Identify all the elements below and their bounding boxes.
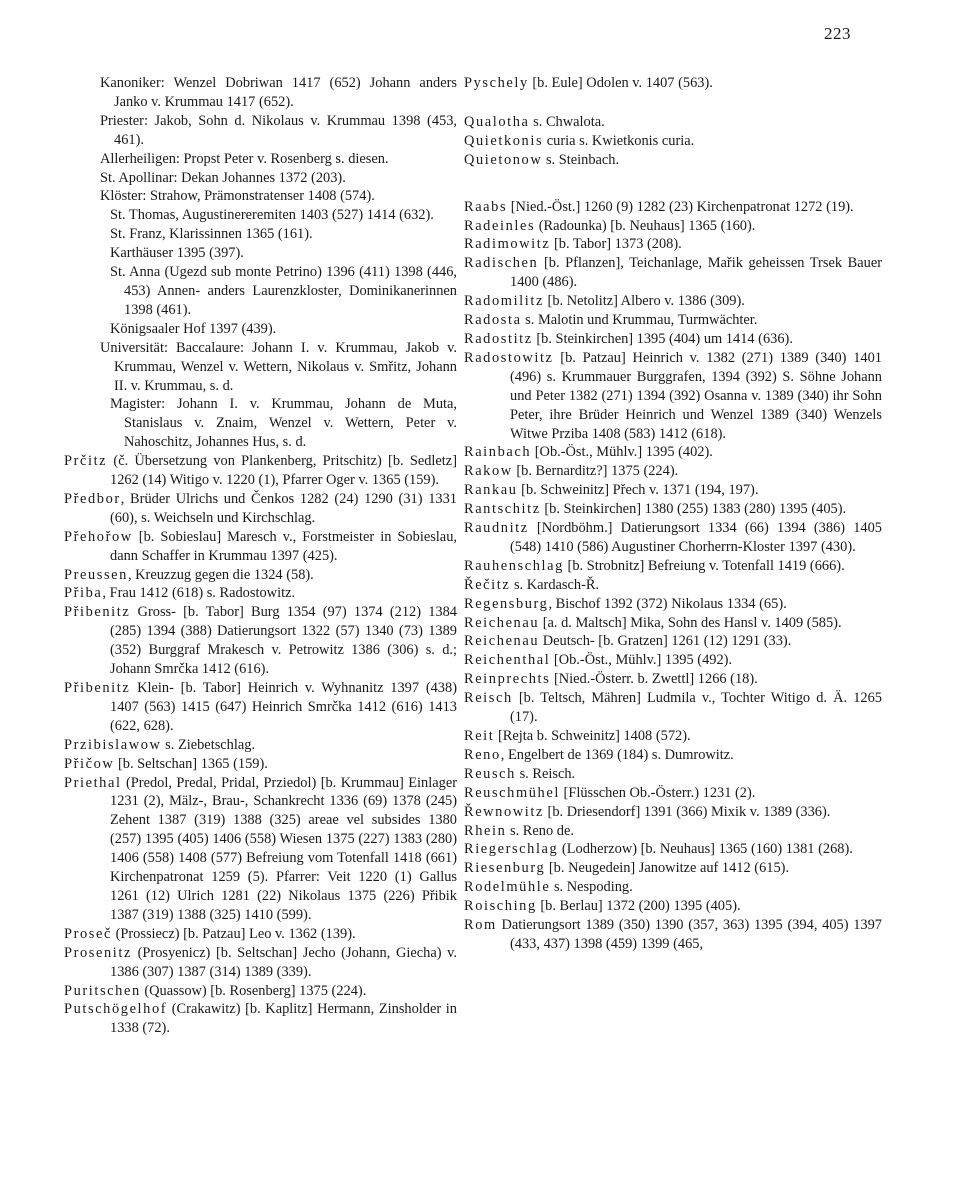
entry-headword: Radomilitz	[464, 293, 544, 310]
index-entry	[64, 169, 457, 188]
entry-text: (Crakawitz) [b. Kaplitz] Hermann, Zinsholder in 1338 (72).	[110, 1001, 457, 1037]
entry-text: [b. Steinkirchen] 1395 (404) um 1414 (636).	[532, 330, 793, 347]
index-entry	[464, 292, 882, 311]
entry-headword: Radischen	[464, 255, 539, 272]
entry-text: Allerheiligen: Propst Peter v. Rosenberg s. diesen.	[100, 150, 389, 167]
entry-text: Deutsch- [b. Gratzen] 1261 (12) 1291 (33).	[539, 633, 792, 650]
index-entry	[464, 132, 882, 151]
entry-headword: Reuschmühel	[464, 784, 560, 801]
entry-headword: Přiba	[64, 585, 103, 602]
entry-text: , Engelbert de 1369 (184) s. Dumrowitz.	[500, 746, 734, 763]
entry-text: (č. Übersetzung von Plankenberg, Pritschitz) [b. Sedletz] 1262 (14) Witigo v. 1220 (1), Pfarrer Oger v. 1365 (159).	[107, 453, 457, 489]
entry-text: [b. Driesendorf] 1391 (366) Mixik v. 1389 (336).	[543, 803, 831, 820]
index-entry	[64, 244, 457, 263]
index-entry	[464, 235, 882, 254]
index-entry	[64, 528, 457, 566]
index-entry	[64, 112, 457, 150]
entry-headword: Prosenitz	[64, 944, 132, 961]
index-entry	[464, 113, 882, 132]
index-entry	[464, 349, 882, 444]
index-entry	[464, 500, 882, 519]
entry-text: [b. Netolitz] Albero v. 1386 (309).	[543, 293, 745, 310]
index-entry	[464, 840, 882, 859]
entry-text: [b. Schweinitz] Přech v. 1371 (194, 197).	[517, 482, 759, 499]
index-entry	[464, 481, 882, 500]
page-number: 223	[824, 24, 851, 43]
entry-text: [b. Bernarditz?] 1375 (224).	[512, 463, 679, 480]
entry-headword: Rankau	[464, 482, 518, 499]
entry-text: [Nied.-Öst.] 1260 (9) 1282 (23) Kirchenpatronat 1272 (19).	[507, 198, 854, 215]
index-entry	[64, 206, 457, 225]
entry-text: [b. Sobieslau] Maresch v., Forstmeister in Sobieslau, dann Schaffer in Krummau 1397 (425).	[110, 528, 457, 564]
entry-text: Magister: Johann I. v. Krummau, Johann de Muta, Stanislaus v. Znaim, Wenzel v. Wettern, Peter v. Nahoschitz, Johannes Hus, s. d.	[110, 396, 457, 451]
entry-text: s. Nespoding.	[550, 879, 633, 896]
entry-headword: Přibenitz	[64, 604, 131, 621]
index-entry	[464, 746, 882, 765]
entry-headword: Řečitz	[464, 576, 511, 593]
entry-text: s. Reisch.	[515, 765, 576, 782]
entry-text: [Nordböhm.] Datierungsort 1334 (66) 1394 (386) 1405 (548) 1410 (586) Augustiner Chorherrn-Kloster 1397 (430).	[510, 520, 882, 555]
entry-headword: Rakow	[464, 463, 513, 480]
entry-headword: Puritschen	[64, 982, 141, 999]
index-entry	[464, 311, 882, 330]
index-entry	[464, 803, 882, 822]
entry-text: [Ob.-Öst., Mühlv.] 1395 (402).	[531, 444, 713, 461]
entry-headword: Rom	[464, 917, 497, 934]
index-entry	[464, 822, 882, 841]
entry-headword: Reichenthal	[464, 652, 551, 669]
index-entry	[464, 443, 882, 462]
entry-text: St. Thomas, Augustinereremiten 1403 (527) 1414 (632).	[110, 207, 434, 224]
index-entry	[464, 784, 882, 803]
index-entry	[64, 339, 457, 396]
entry-headword: Pyschely	[464, 75, 529, 91]
index-entry	[464, 632, 882, 651]
index-entry	[464, 614, 882, 633]
entry-headword: Řewnowitz	[464, 803, 544, 820]
entry-text: [Nied.-Österr. b. Zwettl] 1266 (18).	[550, 671, 758, 688]
index-entry	[464, 330, 882, 349]
index-entry	[64, 395, 457, 452]
entry-headword: Rhein	[464, 822, 507, 839]
entry-text: s. Malotin und Krummau, Turmwächter.	[521, 312, 758, 329]
entry-headword: Raabs	[464, 198, 508, 215]
entry-text: [b. Pflanzen], Teichanlage, Mařik geheissen Trsek Bauer 1400 (486).	[510, 255, 882, 291]
index-entry	[464, 74, 882, 93]
index-entry	[464, 916, 882, 954]
entry-text: (Lodherzow) [b. Neuhaus] 1365 (160) 1381 (268).	[558, 841, 853, 858]
index-entry	[464, 557, 882, 576]
entry-headword: Rodelmühle	[464, 879, 551, 896]
entry-headword: Reichenau	[464, 633, 540, 650]
entry-text: St. Franz, Klarissinnen 1365 (161).	[110, 226, 313, 243]
index-entry	[464, 576, 882, 595]
entry-text: St. Anna (Ugezd sub monte Petrino) 1396 (411) 1398 (446, 453) Annen- anders Laurenzkloster, Dominikanerinnen 1398 (461).	[110, 264, 457, 318]
entry-text: Kanoniker: Wenzel Dobriwan 1417 (652) Johann anders Janko v. Krummau 1417 (652).	[100, 75, 457, 110]
entry-text: (Predol, Predal, Pridal, Prziedol) [b. Krummau] Einlager 1231 (2), Mälz-, Brau-, Schankrecht 1336 (69) 1378 (245) Zehent 1387 (319) 1388 (325) areae vel subsides 1380 (257) 1395 (405) 1406 (558) Wiesen 1375 (227) 1383 (280) 1406 (558) 1408 (577) Befreiung vom Totenfall 1418 (661) Kirchenpatronat 1259 (5). Pfarrer: Veit 1220 (1) Gallus 1261 (12) Ulrich 1281 (22) Nikolaus 1375 (226) Přibik 1387 (319) 1388 (325) 1410 (599).	[110, 774, 457, 923]
entry-headword: Radosta	[464, 312, 522, 329]
entry-headword: Reisch	[464, 690, 513, 707]
entry-text: s. Kardasch-Ř.	[510, 576, 600, 593]
index-entry	[464, 651, 882, 670]
entry-headword: Přibenitz	[64, 680, 131, 696]
index-entry	[64, 225, 457, 244]
entry-headword: Qualotha	[464, 113, 530, 130]
entry-text: s. Ziebetschlag.	[161, 736, 256, 753]
entry-headword: Regensburg	[464, 595, 549, 612]
index-entry	[464, 462, 882, 481]
entry-text: s. Reno de.	[506, 822, 574, 839]
entry-headword: Reusch	[464, 765, 516, 782]
entry-headword: Reichenau	[464, 614, 540, 631]
entry-text: Klein- [b. Tabor] Heinrich v. Wyhnanitz 1397 (438) 1407 (563) 1415 (647) Heinrich Smrčka 1412 (616) 1413 (622, 628).	[110, 680, 457, 734]
entry-headword: Quietkonis	[464, 132, 544, 149]
index-entry	[464, 689, 882, 727]
entry-text: [b. Seltschan] 1365 (159).	[114, 755, 268, 772]
left-column	[64, 74, 457, 1038]
entry-text: [b. Teltsch, Mähren] Ludmila v., Tochter Witigo d. Ä. 1265 (17).	[510, 690, 882, 726]
entry-text: [a. d. Maltsch] Mika, Sohn des Hansl v. 1409 (585).	[539, 614, 842, 631]
index-entry	[464, 519, 882, 557]
entry-headword: Przibislawow	[64, 736, 162, 753]
entry-headword: Prčitz	[64, 453, 108, 470]
entry-text: [b. Tabor] 1373 (208).	[550, 236, 682, 253]
index-entry	[464, 859, 882, 878]
index-entry	[464, 727, 882, 746]
entry-headword: Rauhenschlag	[464, 557, 564, 574]
entry-headword: Reit	[464, 728, 495, 744]
entry-text: s. Chwalota.	[529, 113, 605, 130]
entry-headword: Raudnitz	[464, 520, 529, 537]
index-entry	[464, 595, 882, 614]
entry-text: , Kreuzzug gegen die 1324 (58).	[127, 566, 314, 583]
index-entry	[464, 217, 882, 236]
entry-text: Königsaaler Hof 1397 (439).	[110, 320, 277, 337]
entry-headword: Radostitz	[464, 330, 533, 347]
entry-headword: Reinprechts	[464, 671, 551, 688]
index-entry	[64, 679, 457, 736]
right-column	[464, 74, 882, 954]
section-gap	[464, 170, 882, 198]
entry-headword: Radeinles	[464, 217, 536, 234]
entry-text: Karthäuser 1395 (397).	[110, 245, 244, 262]
entry-text: (Quassow) [b. Rosenberg] 1375 (224).	[140, 982, 367, 999]
index-entry	[464, 670, 882, 689]
index-entry	[64, 982, 457, 1001]
entry-headword: Radimowitz	[464, 236, 551, 253]
entry-text: [b. Eule] Odolen v. 1407 (563).	[528, 75, 713, 91]
entry-text: Gross- [b. Tabor] Burg 1354 (97) 1374 (212) 1384 (285) 1394 (388) Datierungsort 1322 (57) 1340 (73) 1389 (352) Burggraf Mrakesch v. Petrowitz 1386 (306) s. d.; Johann Smrčka 1412 (616).	[110, 604, 457, 678]
entry-text: Universität: Baccalaure: Johann I. v. Krummau, Jakob v. Krummau, Wenzel v. Wettern, Nikolaus v. Smřitz, Johann II. v. Krummau, s. d.	[100, 339, 457, 394]
entry-headword: Reno	[464, 746, 501, 763]
index-entry	[64, 736, 457, 755]
entry-headword: Rainbach	[464, 444, 532, 461]
index-entry	[64, 263, 457, 320]
entry-headword: Riegerschlag	[464, 841, 559, 858]
index-entry	[64, 584, 457, 603]
index-entry	[64, 490, 457, 528]
entry-text: Klöster: Strahow, Prämonstratenser 1408 (574).	[100, 188, 375, 205]
entry-headword: Přičow	[64, 755, 115, 772]
index-entry	[64, 566, 457, 585]
index-entry	[64, 774, 457, 925]
entry-text: Priester: Jakob, Sohn d. Nikolaus v. Krummau 1398 (453, 461).	[100, 112, 457, 148]
index-entry	[64, 150, 457, 169]
index-entry	[64, 925, 457, 944]
entry-text: , Bischof 1392 (372) Nikolaus 1334 (65).	[548, 595, 787, 612]
index-entry	[64, 603, 457, 679]
index-entry	[464, 897, 882, 916]
entry-text: St. Apollinar: Dekan Johannes 1372 (203).	[100, 169, 346, 186]
entry-text: curia s. Kwietkonis curia.	[543, 132, 695, 149]
index-entry	[64, 755, 457, 774]
entry-text: [b. Neugedein] Janowitze auf 1412 (615).	[545, 860, 790, 877]
entry-text: [Ob.-Öst., Mühlv.] 1395 (492).	[550, 652, 733, 669]
index-entry	[64, 944, 457, 982]
index-entry	[464, 254, 882, 292]
index-entry	[464, 151, 882, 170]
section-gap	[464, 93, 882, 113]
entry-text: [b. Patzau] Heinrich v. 1382 (271) 1389 (340) 1401 (496) s. Krummauer Burggrafen, 1394 (392) S. Söhne Johann und Peter 1382 (271) 1394 (392) Osanna v. 1389 (340) ihr Sohn Peter, ihre Brüder Heinrich und Wenzel 1389 (340) Wenzels Witwe Prziba 1408 (583) 1412 (618).	[510, 349, 882, 442]
entry-text: [b. Steinkirchen] 1380 (255) 1383 (280) 1395 (405).	[540, 501, 847, 518]
entry-headword: Proseč	[64, 925, 112, 942]
entry-headword: Quietonow	[464, 151, 543, 168]
entry-headword: Priethal	[64, 774, 122, 791]
index-entry	[64, 74, 457, 112]
entry-headword: Riesenburg	[464, 860, 546, 877]
index-entry	[64, 187, 457, 206]
entry-text: [Flüsschen Ob.-Österr.) 1231 (2).	[559, 784, 756, 801]
entry-text: s. Steinbach.	[542, 151, 620, 168]
index-entry	[464, 878, 882, 897]
entry-headword: Roisching	[464, 898, 537, 915]
entry-headword: Radostowitz	[464, 349, 554, 366]
entry-text: [Rejta b. Schweinitz] 1408 (572).	[494, 728, 691, 744]
entry-text: [b. Berlau] 1372 (200) 1395 (405).	[536, 898, 741, 915]
index-entry	[64, 1000, 457, 1038]
entry-headword: Putschögelhof	[64, 1001, 168, 1018]
entry-text: [b. Strobnitz] Befreiung v. Totenfall 1419 (666).	[563, 557, 845, 574]
entry-text: (Prosyenicz) [b. Seltschan] Jecho (Johann, Giecha) v. 1386 (307) 1387 (314) 1389 (339).	[110, 944, 457, 980]
entry-headword: Předbor	[64, 490, 121, 507]
entry-headword: Rantschitz	[464, 501, 541, 518]
index-entry	[64, 320, 457, 339]
entry-text: (Radounka) [b. Neuhaus] 1365 (160).	[535, 217, 756, 234]
index-entry	[464, 765, 882, 784]
entry-headword: Přehořow	[64, 528, 133, 545]
entry-text: , Frau 1412 (618) s. Radostowitz.	[102, 585, 296, 602]
index-entry	[64, 452, 457, 490]
index-entry	[464, 198, 882, 217]
entry-text: , Brüder Ulrichs und Čenkos 1282 (24) 1290 (31) 1331 (60), s. Weichseln und Kirchschlag.	[110, 490, 457, 526]
entry-text: Datierungsort 1389 (350) 1390 (357, 363) 1395 (394, 405) 1397 (433, 437) 1398 (459) 1399 (465,	[496, 917, 882, 952]
entry-headword: Preussen	[64, 566, 128, 583]
entry-text: (Prossiecz) [b. Patzau] Leo v. 1362 (139).	[111, 925, 356, 942]
